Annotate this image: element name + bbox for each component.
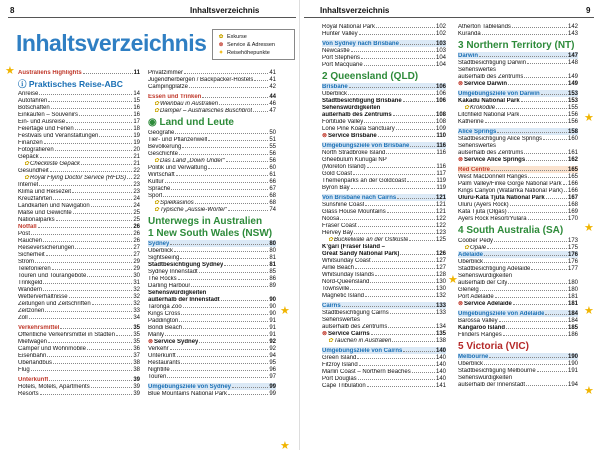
toc-entry[interactable]: Touren 97 [148,374,276,380]
toc-list-brisbane-cairns [322,194,446,299]
toc-entry[interactable]: Litchfield National Park 156 [458,112,578,118]
toc-entry[interactable]: Kuranda 143 [458,31,578,37]
toc-entry[interactable]: außerhalb des Zentrums 108 [322,112,446,118]
toc-entry[interactable]: Zeitzonen 33 [18,308,140,314]
toc-entry[interactable]: Sehenswürdigkeiten [458,375,513,381]
toc-entry[interactable]: Gepäck 21 [18,154,140,160]
toc-entry[interactable]: Whitsunday Coast 127 [322,258,446,264]
page-number-left: 8 [10,6,15,15]
info-icon: ⓘ [18,79,29,89]
toc-list-umgebung-brisbane [322,142,446,191]
toc-entry[interactable]: Fortitude Valley 108 [322,119,446,125]
section-heading-land: ◉ Land und Leute [148,117,234,128]
toc-entry[interactable]: Restaurants 95 [148,360,276,366]
toc-entry[interactable]: Katherine 156 [458,119,578,125]
highlight-star-icon: ★ [448,274,458,286]
toc-entry[interactable]: Stadtbesichtigung Adelaide 177 [458,266,578,272]
toc-entry[interactable]: Sunshine Coast 121 [322,202,446,208]
toc-list-cairns [322,302,446,344]
toc-entry[interactable]: Kreuzfahrten 24 [18,196,140,202]
toc-entry[interactable]: Sport 68 [148,193,276,199]
toc-entry[interactable]: Port Douglas 140 [322,376,446,382]
toc-entry[interactable]: North Stradbroke Island 116 [322,150,446,156]
toc-entry[interactable]: Port Adelaide 181 [458,294,578,300]
toc-entry[interactable]: Gesundheit 22 [18,168,140,174]
section-heading-vic: 5 Victoria (VIC) [458,341,529,352]
legend-service: ⊗ Service & Adressen [218,42,275,48]
toc-entry[interactable]: Sehenswürdigkeiten [458,273,513,279]
toc-entry[interactable]: Royal National Park 102 [322,24,446,30]
toc-entry[interactable]: Festivals und Veranstaltungen 19 [18,133,140,139]
toc-list-vic [458,353,578,388]
toc-list-unterkunft-cont [148,69,276,90]
toc-entry[interactable]: Kakadu National Park 153 [458,98,578,104]
toc-entry[interactable]: Townsville 130 [322,286,446,292]
toc-list-qld-cont [458,23,578,37]
toc-entry[interactable]: Sehenswürdigkeiten [322,105,381,111]
camera-icon: ✿ [154,158,160,164]
toc-entry[interactable]: Strom 29 [18,259,140,265]
toc-entry[interactable]: ✿Royal Flying Doctor Service (RFDS) 22 [24,175,140,181]
toc-entry[interactable]: Cape Tribulation 141 [322,383,446,389]
toc-entry[interactable]: Sicherheit 27 [18,252,140,258]
toc-entry[interactable]: Marlin Coast – Northern Beaches 140 [322,369,446,375]
toc-list-darwin [458,52,578,87]
toc-entry[interactable]: Touren und Tourangebote 30 [18,273,140,279]
toc-entry[interactable]: außerhalb der City 180 [458,280,578,286]
toc-list-unterkunft [18,376,140,397]
toc-entry[interactable]: ✿Krokodile 155 [464,105,578,111]
toc-list-nsw-cont [322,23,446,37]
toc-entry[interactable]: Sehenswertes [322,317,361,323]
toc-list-verkehr [18,324,140,373]
toc-entry[interactable]: Überblick 106 [322,91,446,97]
toc-entry[interactable]: Sydney 80 [148,241,276,247]
people-icon: ◉ [148,117,160,128]
toc-entry[interactable]: Lone Pine Koala Sanctuary 109 [322,126,446,132]
toc-entry[interactable]: Rauchen 26 [18,238,140,244]
toc-entry[interactable]: Stadtbesichtigung Darwin 148 [458,60,578,66]
highlight-star-icon: ★ [584,112,594,124]
toc-entry[interactable]: Botschaften 16 [18,105,140,111]
service-icon: ⊗ [458,157,464,163]
camera-icon: ✿ [24,161,30,167]
toc-entry[interactable]: Verkehr 92 [148,346,276,352]
toc-entry[interactable]: West MacDonnell Ranges 165 [458,174,578,180]
toc-entry[interactable]: Nationalparks 25 [18,217,140,223]
toc-entry[interactable]: Hervey Bay 123 [322,230,446,236]
left-col-2 [148,69,276,397]
toc-entry[interactable]: Kangaroo Island 185 [458,325,578,331]
service-icon: ⊗ [322,133,328,139]
toc-entry[interactable]: Sehenswertes [458,67,497,73]
toc-list-sydney [148,240,276,380]
toc-entry[interactable]: The Rocks 86 [148,276,276,282]
toc-entry[interactable]: Kultur 66 [148,179,276,185]
toc-entry[interactable]: Umgebungsziele von Cairns 140 [322,348,446,354]
toc-entry[interactable]: ⊗Service Brisbane 110 [322,133,446,139]
toc-entry[interactable]: Adelaide 176 [458,252,578,258]
toc-list-abc [18,90,140,321]
toc-entry[interactable]: Newcastle 103 [322,48,446,54]
right-running-head [300,4,600,18]
toc-list-essen [148,93,276,114]
toc-entry[interactable]: ✿Typische „Aussie-Wörter“ 74 [154,207,276,213]
toc-entry[interactable]: Sprache 67 [148,186,276,192]
toc-entry[interactable]: außerhalb der Innenstadt 194 [458,382,578,388]
toc-entry[interactable]: ⊗Service Adelaide 181 [458,301,578,307]
toc-entry[interactable]: Hunter Valley 102 [322,31,446,37]
section-heading-nt: 3 Northern Territory (NT) [458,40,575,51]
right-col-1 [322,23,446,389]
toc-entry[interactable]: Öffentliche Verkehrsmittel in Städten 35 [18,332,140,338]
camera-icon: ✿ [24,175,30,181]
toc-entry[interactable]: Whitsunday Islands 128 [322,272,446,278]
section-heading-unterwegs: Unterwegs in Australien [148,216,263,227]
toc-entry[interactable]: Wetterverhältnisse 32 [18,294,140,300]
toc-entry[interactable]: ✿Checkliste Gepäck 21 [24,161,140,167]
toc-entry[interactable]: Wirtschaft 61 [148,172,276,178]
toc-entry[interactable]: Überlandbus 38 [18,360,140,366]
toc-entry[interactable]: Magnetic Island 132 [322,293,446,299]
toc-entry[interactable]: Barossa Valley 184 [458,318,578,324]
toc-entry[interactable]: Wandern 32 [18,287,140,293]
highlight-star-icon: ★ [280,305,290,317]
toc-entry[interactable]: Klima und Reisezeit 23 [18,189,140,195]
toc-entry[interactable]: Fraser Coast 122 [322,223,446,229]
camera-icon: ✿ [328,237,334,243]
toc-entry[interactable]: Essen und Trinken 44 [148,94,276,100]
camera-icon: ✿ [154,101,160,107]
toc-entry[interactable]: ✿Spielkasinos 68 [154,200,276,206]
toc-entry[interactable]: Brisbane 106 [322,84,446,90]
toc-entry[interactable]: Hotels, Motels, Apartments 39 [18,384,140,390]
toc-entry[interactable]: ✿Buckelwale an der Ostküste 125 [328,237,446,243]
toc-entry[interactable]: ✿Das Land „Down Under“ 56 [154,158,276,164]
toc-entry[interactable]: Umgebungsziele von Adelaide 184 [458,311,578,317]
toc-entry[interactable]: Melbourne 190 [458,354,578,360]
toc-entry[interactable]: Fotografieren 20 [18,147,140,153]
section-heading-abc: ⓘ Praktisches Reise-ABC [18,79,123,89]
service-icon: ⊗ [458,81,464,87]
toc-entry[interactable]: Privatzimmer 41 [148,70,276,76]
toc-entry[interactable]: Paddington 91 [148,318,276,324]
toc-list-umgebung-sydney [148,383,276,397]
toc-entry[interactable]: Kings Canyon (Watarrka National Park) 166 [458,188,578,194]
highlight-star-icon: ★ [584,222,594,234]
toc-entry[interactable]: Coober Pedy 173 [458,238,578,244]
toc-entry[interactable]: Atherton Tablelands 142 [458,24,578,30]
toc-entry[interactable]: Umgebungsziele von Brisbane 116 [322,143,446,149]
running-title-left: Inhaltsverzeichnis [190,6,260,15]
toc-entry[interactable]: Glass House Mountains 121 [322,209,446,215]
highlight-star-icon: ★ [280,440,290,450]
toc-entry[interactable]: Sehenswertes [458,143,497,149]
symbol-legend [212,29,295,60]
camera-icon: ✿ [154,200,160,206]
toc-entry[interactable]: Unterkunft 94 [148,353,276,359]
head-rule-right [304,17,594,18]
toc-list-red-centre [458,166,578,222]
toc-entry[interactable]: Tier- und Pflanzenwelt 51 [148,137,276,143]
toc-list-umgebung-darwin [458,90,578,125]
toc-entry[interactable]: Telefonieren 29 [18,266,140,272]
toc-entry[interactable]: Darwin 147 [458,53,578,59]
toc-entry[interactable]: Noosa 122 [322,216,446,222]
toc-entry[interactable]: Darling Harbour 89 [148,283,276,289]
toc-entry[interactable]: Uluru-Kata Tjuta National Park 167 [458,195,578,201]
toc-entry[interactable]: Internet 23 [18,182,140,188]
toc-entry[interactable]: außerhalb der Innenstadt 90 [148,297,276,303]
toc-entry[interactable]: Ein- und Ausreise 17 [18,119,140,125]
toc-entry[interactable]: Anreise 14 [18,91,140,97]
toc-entry[interactable]: Feiertage und Ferien 18 [18,126,140,132]
toc-entry[interactable]: Resorts 39 [18,391,140,397]
toc-entry[interactable]: ✿Damper – Australisches Buschbrot 47 [154,108,276,114]
toc-entry[interactable]: Green Island 140 [322,355,446,361]
toc-entry[interactable]: Von Sydney nach Brisbane 103 [322,41,446,47]
toc-entry[interactable]: außerhalb des Zentrums 161 [458,150,578,156]
service-icon: ⊗ [458,301,464,307]
page-title: Inhaltsverzeichnis [16,30,207,56]
legend-exkurse: ✿ Exkurse [218,34,247,40]
toc-list-alice [458,128,578,163]
toc-entry[interactable]: Gheebulum Kunugai NP [322,157,387,163]
toc-entry[interactable]: Manly 91 [148,332,276,338]
toc-entry[interactable]: Stadtbesichtigung Alice Springs 160 [458,136,578,142]
toc-entry[interactable]: Überblick 190 [458,361,578,367]
toc-entry[interactable]: Palm Valley/Finke Gorge National Park 166 [458,181,578,187]
running-title-right: Inhaltsverzeichnis [320,6,390,15]
left-running-head [0,4,299,18]
toc-entry[interactable]: Einkaufen – Souvenirs 16 [18,112,140,118]
toc-entry[interactable]: Stadtbesichtigung Brisbane 106 [322,98,446,104]
page-number-right: 9 [586,6,591,15]
legend-highlights: ✦ Reisehöhepunkte [218,50,270,56]
toc-entry[interactable]: Autofahren 15 [18,98,140,104]
toc-entry[interactable]: Flug 38 [18,367,140,373]
toc-entry[interactable]: Bevölkerung 55 [148,144,276,150]
service-icon: ⊗ [148,339,154,345]
toc-list-umgebung-adelaide [458,310,578,338]
toc-entry[interactable]: K’gari (Fraser Island – [322,244,386,250]
camera-icon: ✿ [328,338,334,344]
toc-entry[interactable]: Stadtbesichtigung Cairns 133 [322,310,446,316]
toc-entry[interactable]: Red Centre 165 [458,167,578,173]
camera-icon: ✿ [154,108,160,114]
toc-entry[interactable]: Kings Cross 90 [148,311,276,317]
toc-entry[interactable]: Cairns 133 [322,303,446,309]
toc-entry-highlights[interactable]: Australiens Highlights 11 [18,70,140,76]
right-page [300,0,600,450]
toc-entry[interactable]: Byron Bay 119 [322,185,446,191]
highlight-star-icon: ★ [584,305,594,317]
camera-icon: ✿ [464,245,470,251]
toc-entry[interactable]: Kata Tjuta (Olgas) 169 [458,209,578,215]
toc-entry[interactable]: Stadtbesichtigung Sydney 81 [148,262,276,268]
toc-entry[interactable]: Verkehrsmittel 35 [18,325,140,331]
toc-list-umgebung-cairns [322,347,446,389]
toc-entry[interactable]: Finanzen 19 [18,140,140,146]
toc-entry[interactable]: Taronga Zoo 90 [148,304,276,310]
toc-entry[interactable]: außerhalb des Zentrums 134 [322,324,446,330]
toc-entry[interactable]: (Moreton Island) 116 [322,164,446,170]
toc-entry[interactable]: Sydney Innenstadt 85 [148,269,276,275]
service-icon: ⊗ [322,331,328,337]
toc-entry[interactable]: außerhalb des Zentrums 149 [458,74,578,80]
highlight-star-icon: ★ [5,65,15,77]
toc-entry[interactable]: ✿Tauchen in Australien 138 [328,338,446,344]
toc-entry[interactable]: Maße und Gewichte 25 [18,210,140,216]
head-rule-left [8,17,296,18]
highlight-star-icon: ★ [584,385,594,397]
toc-entry[interactable]: Port Stephens 104 [322,55,446,61]
toc-entry[interactable]: Gold Coast 117 [322,171,446,177]
toc-entry[interactable]: ⊗Service Darwin 149 [458,81,578,87]
toc-entry[interactable]: Zeitungen und Zeitschriften 32 [18,301,140,307]
toc-entry[interactable]: Landkarten und Navigation 24 [18,203,140,209]
section-heading-sa: 4 South Australia (SA) [458,225,564,236]
toc-list-brisbane [322,83,446,139]
camera-icon: ✿ [154,207,160,213]
toc-entry[interactable]: Überblick 176 [458,259,578,265]
star-icon: ✦ [218,50,224,56]
toc-list-land [148,129,276,213]
toc-entry[interactable]: Reiseversicherungen 27 [18,245,140,251]
toc-entry[interactable]: Airlie Beach 127 [322,265,446,271]
toc-list-sydney-brisbane [322,40,446,68]
toc-entry[interactable]: Notfall 26 [18,224,140,230]
toc-entry[interactable]: ✿Opale 175 [464,245,578,251]
toc-entry[interactable]: Post 26 [18,231,140,237]
toc-entry[interactable]: Campingplätze 42 [148,84,276,90]
toc-entry[interactable]: Geschichte 56 [148,151,276,157]
toc-list-sa [458,237,578,307]
toc-entry[interactable]: ⊗Service Sydney 92 [148,339,276,345]
toc-entry[interactable]: Unterkunft 39 [18,377,140,383]
toc-entry[interactable]: Zoll 34 [18,315,140,321]
toc-entry[interactable]: ✿Weinbau in Australien 46 [154,101,276,107]
toc-entry[interactable]: Flinders Ranges 186 [458,332,578,338]
toc-entry[interactable]: Umgebungsziele von Darwin 153 [458,91,578,97]
camera-icon: ✿ [464,105,470,111]
toc-entry[interactable]: ⊗Service Alice Springs 162 [458,157,578,163]
toc-entry[interactable]: Politik und Verwaltung 60 [148,165,276,171]
toc-entry[interactable]: Alice Springs 158 [458,129,578,135]
toc-entry[interactable]: Nightlife 96 [148,367,276,373]
camera-icon: ✿ [218,34,224,40]
toc-entry[interactable]: Uluru (Ayers Rock) 168 [458,202,578,208]
toc-entry[interactable]: Port Macquarie 104 [322,62,446,68]
toc-entry[interactable]: Mietwagen 35 [18,339,140,345]
toc-entry[interactable]: Bondi Beach 91 [148,325,276,331]
section-heading-qld: 2 Queensland (QLD) [322,71,419,82]
right-col-2 [458,23,578,388]
toc-entry[interactable]: Fitzroy Island 140 [322,362,446,368]
toc-entry[interactable]: Trinkgeld 31 [18,280,140,286]
toc-entry[interactable]: ⊗Service Cairns 135 [322,331,446,337]
toc-entry[interactable]: Überblick 80 [148,248,276,254]
toc-entry[interactable]: Themenparks an der Goldcoast 119 [322,178,446,184]
left-col-1 [18,69,140,397]
toc-entry[interactable]: Great Sandy National Park) 126 [322,251,446,257]
toc-entry[interactable]: Umgebungsziele von Sydney 99 [148,384,276,390]
toc-entry[interactable]: Eisenbahn 37 [18,353,140,359]
toc-entry[interactable]: Jugendherbergen / Backpacker-Hostels 41 [148,77,276,83]
toc-entry[interactable]: Sehenswürdigkeiten [148,290,207,296]
toc-entry[interactable]: Sightseeing 81 [148,255,276,261]
toc-entry[interactable]: Blue Mountains National Park 99 [148,391,276,397]
toc-entry[interactable]: Glenelg 180 [458,287,578,293]
toc-entry[interactable]: Nord-Queensland 130 [322,279,446,285]
section-heading-nsw: 1 New South Wales (NSW) [148,228,273,239]
toc-entry[interactable]: Geografie 50 [148,130,276,136]
toc-entry[interactable]: Camper und Wohnmobile 36 [18,346,140,352]
service-icon: ⊗ [218,42,224,48]
toc-entry[interactable]: Ayers Rock Resort/Yulara 170 [458,216,578,222]
toc-entry[interactable]: Stadtbesichtigung Melbourne 191 [458,368,578,374]
toc-entry[interactable]: Von Brisbane nach Cairns 121 [322,195,446,201]
